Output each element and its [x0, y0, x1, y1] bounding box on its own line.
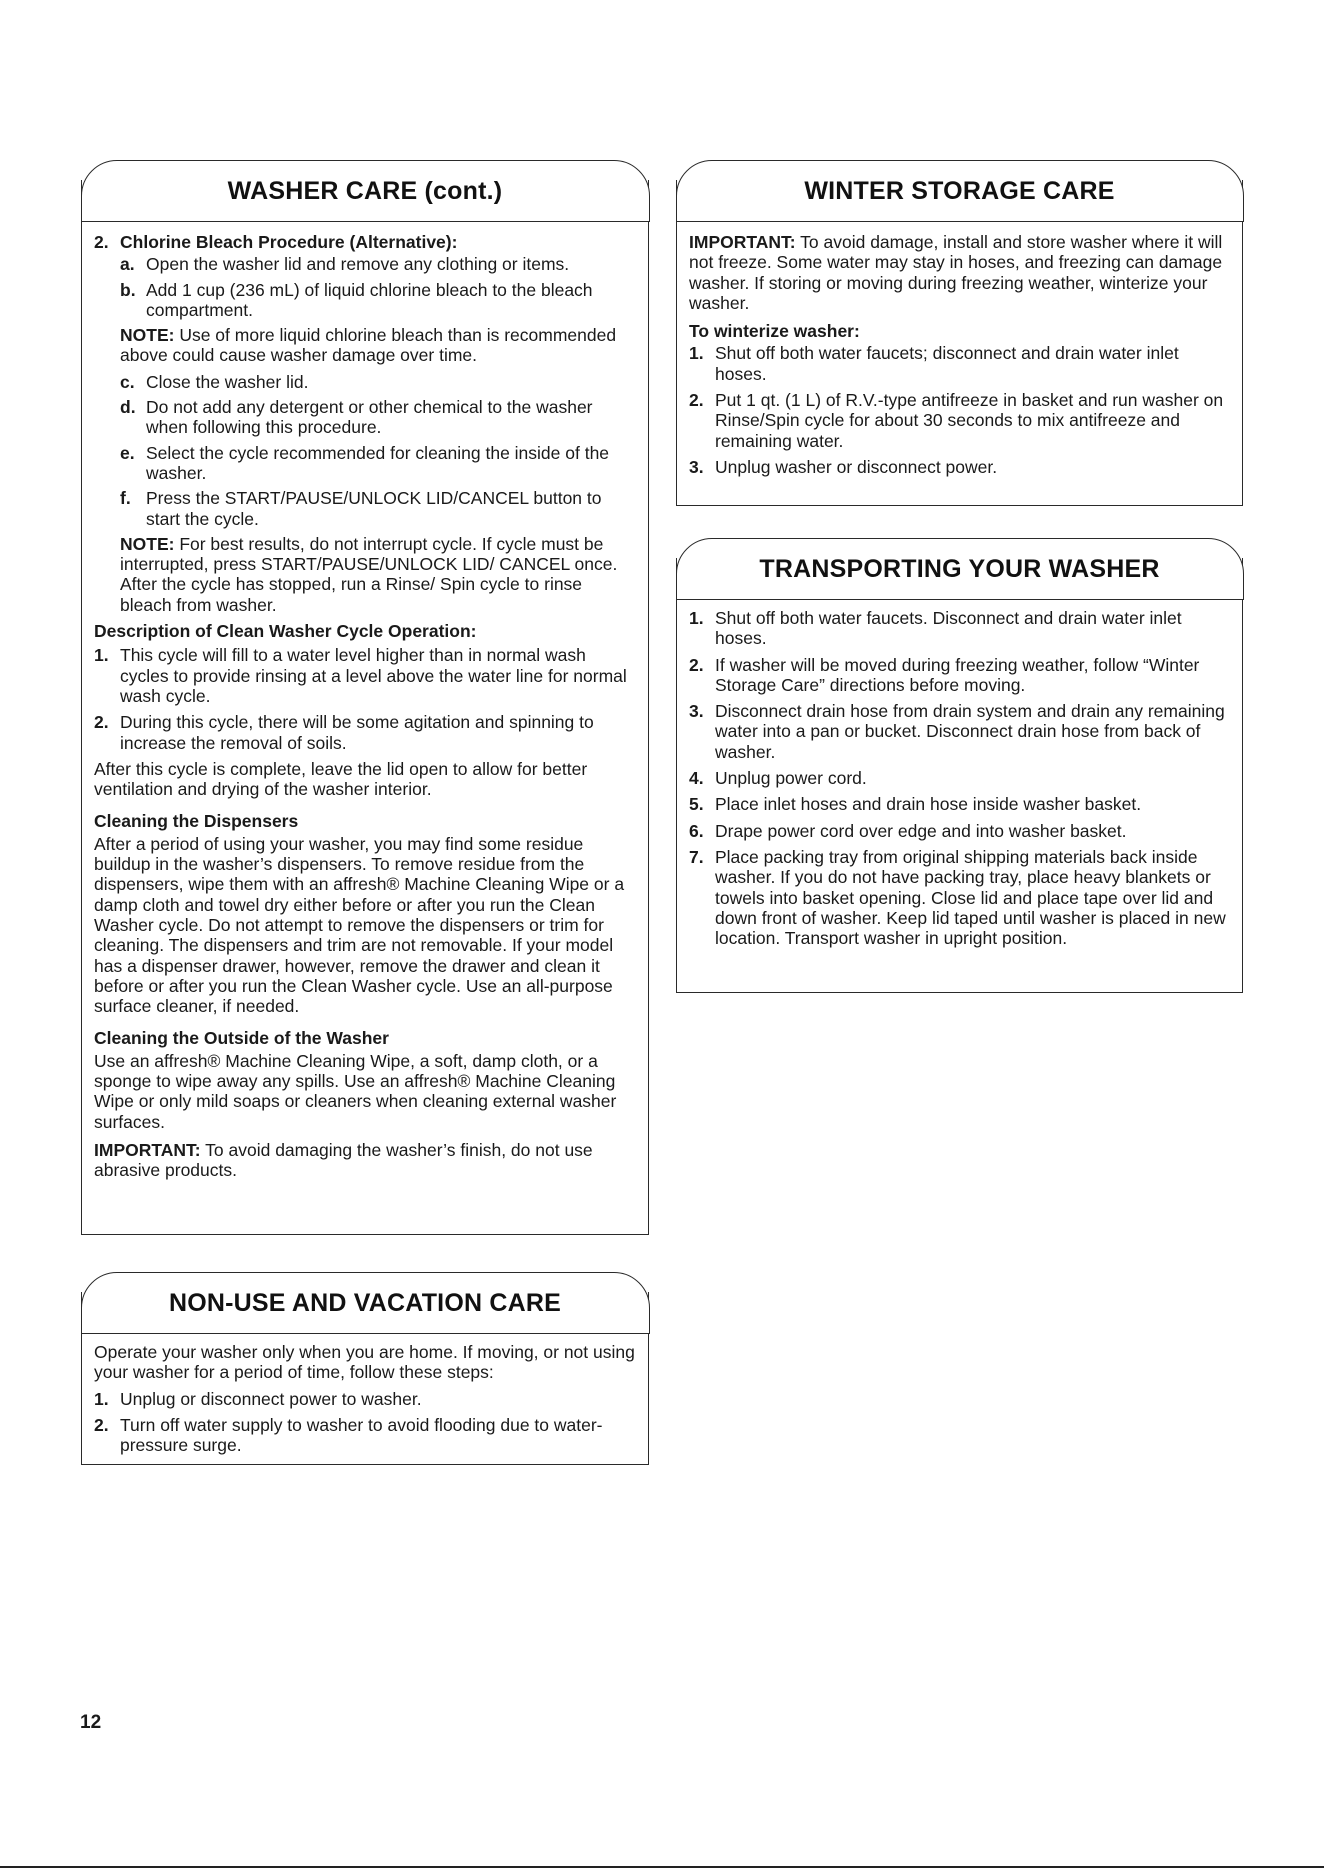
sub-item [94, 488, 638, 529]
sub-item [94, 443, 638, 484]
paragraph: After this cycle is complete, leave the lid open to allow for better ventilation and drying of the washer interior. [94, 758, 588, 800]
list-item [689, 768, 1232, 788]
item-number: 2. [689, 390, 704, 411]
item-text: Close the washer lid. [146, 371, 309, 392]
item-letter: b. [120, 279, 136, 300]
list-item [94, 712, 638, 753]
sub-item [94, 254, 638, 274]
subheading: Cleaning the Outside of the Washer [94, 1028, 389, 1049]
page-number: 12 [80, 1712, 102, 1733]
item-text: Put 1 qt. (1 L) of R.V.-type antifreeze in basket and run washer on Rinse/Spin cycle for about 30 seconds to mix antifreeze and remaining water. [715, 390, 1224, 451]
list-item [689, 390, 1232, 451]
item-text: Shut off both water faucets; disconnect and drain water inlet hoses. [715, 343, 1179, 384]
item-number: 5. [689, 794, 704, 815]
section-title: NON-USE AND VACATION CARE [168, 1288, 562, 1317]
list-item [689, 701, 1232, 762]
sub-item [94, 372, 638, 392]
subheading: Cleaning the Dispensers [94, 811, 299, 832]
list-item [689, 794, 1232, 814]
note [94, 534, 638, 615]
item-number: 1. [94, 645, 109, 666]
important-note [689, 232, 1232, 313]
item-letter: f. [120, 488, 131, 509]
section-header [81, 1272, 650, 1334]
section-title: WASHER CARE (cont.) [227, 176, 503, 205]
item-text: Place inlet hoses and drain hose inside washer basket. [715, 794, 1142, 815]
item-number: 4. [689, 768, 704, 789]
item-text: Disconnect drain hose from drain system and drain any remaining water into a pan or bucket. Disconnect drain hose from back of washer. [715, 701, 1225, 762]
item-number: 2. [94, 1414, 109, 1435]
list-item [94, 1415, 638, 1456]
item-letter: c. [120, 371, 135, 392]
important-note [94, 1140, 638, 1181]
item-text: Press the START/PAUSE/UNLOCK LID/CANCEL button to start the cycle. [146, 488, 602, 529]
note-text: Use of more liquid chlorine bleach than is recommended above could cause washer damage over time. [120, 325, 617, 366]
item-number: 7. [689, 846, 704, 867]
item-text: Drape power cord over edge and into washer basket. [715, 820, 1127, 841]
item-letter: a. [120, 254, 135, 275]
paragraph: After a period of using your washer, you may find some residue buildup in the washer’s dispensers. To remove residue from the dispensers, wipe them with an affresh® Machine Cleaning Wipe or a damp cloth and towel dry either before or after you run the Clean Washer cycle. Do not attempt to remove the dispensers or trim for cleaning. The dispensers and trim are not removable. If your model has a dispenser drawer, however, remove the drawer and clean it before or after you run the Clean Washer cycle. Use an all-purpose surface cleaner, if needed. [94, 833, 625, 1017]
item-text: Shut off both water faucets. Disconnect and drain water inlet hoses. [715, 608, 1182, 649]
section-header [676, 538, 1244, 600]
list-item [94, 1389, 638, 1409]
subheading: To winterize washer: [689, 321, 860, 342]
item-text: Unplug washer or disconnect power. [715, 456, 998, 477]
subheading: Description of Clean Washer Cycle Operation: [94, 621, 477, 642]
note-text: For best results, do not interrupt cycle. If cycle must be interrupted, press START/PAUSE/UNLOCK LID/ CANCEL once. After the cycle has stopped, run a Rinse/ Spin cycle to rinse bleach from washer. [120, 533, 618, 615]
item-text: Turn off water supply to washer to avoid flooding due to water-pressure surge. [120, 1414, 603, 1456]
list-item [689, 343, 1232, 384]
sub-item [94, 280, 638, 321]
item-heading: Chlorine Bleach Procedure (Alternative): [120, 232, 458, 252]
item-number: 1. [94, 1388, 109, 1409]
list-item [689, 655, 1232, 696]
section-header [676, 160, 1244, 222]
item-text: This cycle will fill to a water level higher than in normal wash cycles to provide rinsing at a level above the water line for normal wash cycle. [120, 645, 627, 706]
item-number: 3. [689, 456, 704, 477]
section-body [94, 232, 638, 1180]
paragraph: Operate your washer only when you are home. If moving, or not using your washer for a period of time, follow these steps: [94, 1342, 635, 1383]
item-number: 2. [94, 232, 109, 252]
section-header [81, 160, 650, 222]
section-body [94, 1342, 638, 1461]
item-number: 6. [689, 820, 704, 841]
item-number: 1. [689, 608, 704, 628]
item-text: If washer will be moved during freezing weather, follow “Winter Storage Care” directions before moving. [715, 654, 1200, 695]
sub-item [94, 397, 638, 438]
note [94, 325, 638, 366]
item-text: Unplug or disconnect power to washer. [120, 1388, 422, 1409]
list-item [689, 608, 1232, 649]
important-label: IMPORTANT: [94, 1139, 201, 1160]
item-text: Unplug power cord. [715, 768, 867, 789]
item-number: 3. [689, 701, 704, 722]
important-text: To avoid damaging the washer’s finish, do not use abrasive products. [94, 1139, 593, 1181]
section-body [689, 232, 1232, 483]
transporting-section [676, 554, 1243, 993]
paragraph: Use an affresh® Machine Cleaning Wipe, a soft, damp cloth, or a sponge to wipe away any spills. Use an affresh® Machine Cleaning Wipe or only mild soaps or cleaners when cleaning external washer surfaces. [94, 1050, 617, 1132]
section-body [689, 608, 1232, 954]
item-text: Do not add any detergent or other chemical to the washer when following this procedure. [146, 397, 593, 438]
note-label: NOTE: [120, 533, 175, 554]
non-use-section [81, 1288, 649, 1465]
section-title: TRANSPORTING YOUR WASHER [759, 554, 1160, 583]
winter-storage-section [676, 176, 1243, 506]
list-item [94, 232, 638, 252]
item-number: 2. [689, 654, 704, 675]
item-text: Add 1 cup (236 mL) of liquid chlorine bleach to the bleach compartment. [146, 279, 593, 320]
item-letter: e. [120, 442, 135, 463]
item-number: 1. [689, 343, 704, 364]
note-label: NOTE: [120, 325, 175, 346]
list-item [689, 847, 1232, 948]
bottom-rule [0, 1866, 1324, 1868]
item-letter: d. [120, 397, 136, 418]
item-number: 2. [94, 712, 109, 733]
washer-care-section [81, 176, 649, 1235]
item-text: Select the cycle recommended for cleaning the inside of the washer. [146, 442, 610, 483]
list-item [689, 457, 1232, 477]
item-text: During this cycle, there will be some agitation and spinning to increase the removal of soils. [120, 712, 594, 753]
important-text: To avoid damage, install and store washer where it will not freeze. Some water may stay in hoses, and freezing can damage washer. If storing or moving during freezing weather, winterize your washer. [689, 232, 1223, 313]
important-label: IMPORTANT: [689, 232, 796, 252]
list-item [689, 821, 1232, 841]
item-text: Place packing tray from original shipping materials back inside washer. If you do not have packing tray, place heavy blankets or towels into basket opening. Close lid and place tape over lid and down front of washer. Keep lid taped until washer is placed in new location. Transport washer in upright position. [715, 846, 1226, 949]
list-item [94, 645, 638, 706]
item-text: Open the washer lid and remove any clothing or items. [146, 254, 570, 275]
section-title: WINTER STORAGE CARE [804, 176, 1115, 205]
